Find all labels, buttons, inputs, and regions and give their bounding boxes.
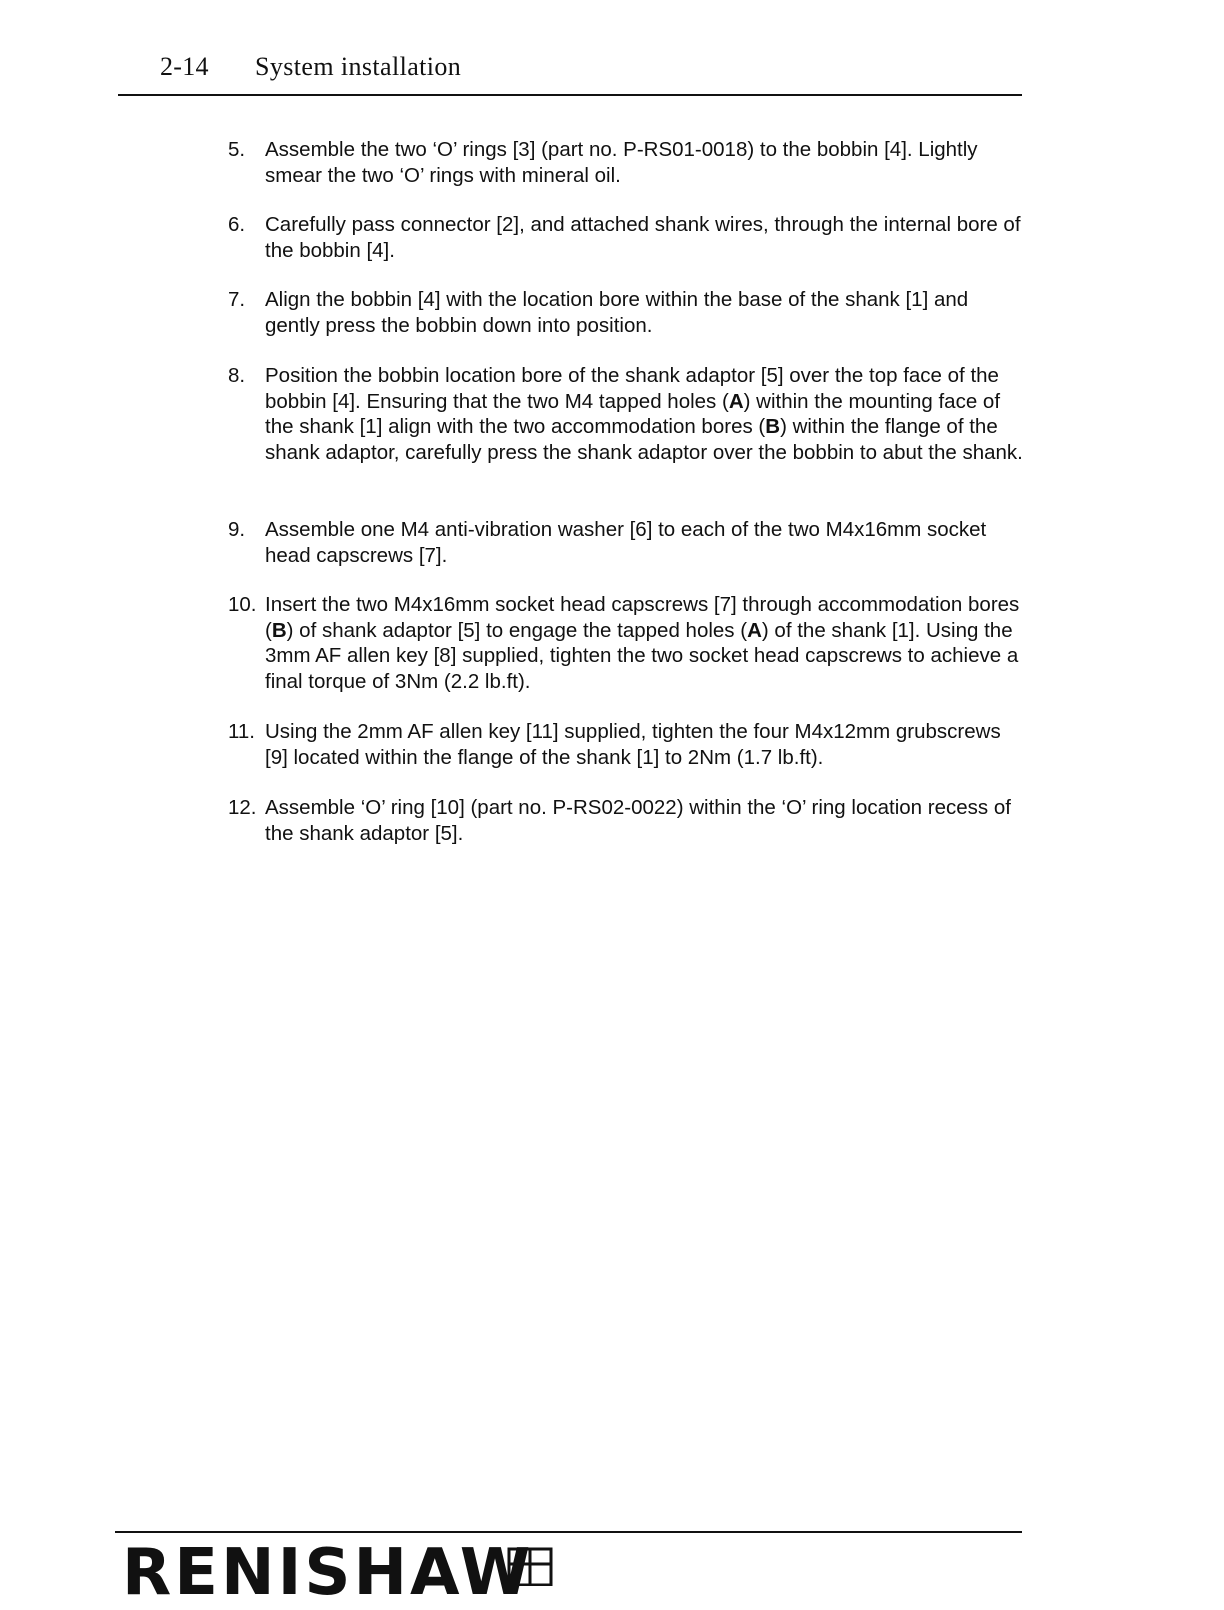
- step-number: 5.: [228, 138, 246, 161]
- step-text-segment: Assemble the two ‘O’ rings [3] (part no. P-RS01-0018) to the bobbin [4]. Lightly smear the two ‘O’ rings with mineral oil.: [265, 138, 978, 187]
- step-item: [228, 592, 1028, 694]
- step-text: [265, 592, 1028, 694]
- step-text-segment: Align the bobbin [4] with the location bore within the base of the shank [1] and gently press the bobbin down into position.: [265, 288, 969, 337]
- step-item: [228, 287, 1028, 338]
- footer-rule: [115, 1531, 1022, 1533]
- section-title: System installation: [255, 52, 462, 81]
- step-number: 9.: [228, 518, 246, 541]
- bold-reference-letter: A: [747, 618, 762, 642]
- step-text: [265, 719, 1028, 770]
- step-text-segment: ) of the shank [1]. Using the 3mm AF allen key [8] supplied, tighten the two socket head capscrews to achieve a final torque of 3Nm (2.2 lb.ft).: [265, 618, 1019, 693]
- step-text-segment: Insert the two M4x16mm socket head capscrews [7] through accommodation bores (: [265, 593, 1020, 642]
- step-item: [228, 795, 1028, 846]
- step-number: 6.: [228, 213, 246, 236]
- step-text-segment: Assemble one M4 anti-vibration washer [6] to each of the two M4x16mm socket head capscrews [7].: [265, 518, 987, 567]
- step-item: [228, 137, 1028, 188]
- step-number: 7.: [228, 288, 246, 311]
- step-text: [265, 212, 1028, 263]
- step-text-segment: Position the bobbin location bore of the shank adaptor [5] over the top face of the bobbin [4]. Ensuring that the two M4 tapped holes (: [265, 364, 999, 413]
- bold-reference-letter: B: [765, 415, 781, 439]
- renishaw-logo: RENISHAW: [122, 1536, 534, 1610]
- bold-reference-letter: B: [271, 618, 287, 642]
- step-text-segment: Carefully pass connector [2], and attached shank wires, through the internal bore of the bobbin [4].: [265, 213, 1021, 262]
- step-number: 8.: [228, 364, 246, 387]
- step-text-segment: ) of shank adaptor [5] to engage the tapped holes (: [286, 618, 748, 642]
- step-item: [228, 517, 1028, 568]
- step-item: [228, 212, 1028, 263]
- step-text-segment: ) within the flange of the shank adaptor, carefully press the shank adaptor over the bobbin to abut the shank.: [265, 415, 1023, 464]
- step-number: 10.: [228, 593, 257, 616]
- step-item: [228, 363, 1028, 465]
- page-number: 2-14: [160, 52, 209, 81]
- step-text: [265, 363, 1028, 465]
- step-text-segment: Using the 2mm AF allen key [11] supplied, tighten the four M4x12mm grubscrews [9] located within the flange of the shank [1] to 2Nm (1.7 lb.ft).: [265, 720, 1001, 769]
- step-number: 12.: [228, 796, 257, 819]
- page-header: [0, 0, 1224, 100]
- step-text: [265, 517, 1028, 568]
- step-text: [265, 137, 1028, 188]
- bold-reference-letter: A: [728, 389, 744, 413]
- step-text: [265, 795, 1028, 846]
- step-text-segment: Assemble ‘O’ ring [10] (part no. P-RS02-0022) within the ‘O’ ring location recess of the shank adaptor [5].: [265, 796, 1011, 845]
- step-number: 11.: [228, 720, 255, 743]
- step-item: [228, 719, 1028, 770]
- step-text: [265, 287, 1028, 338]
- step-text-segment: ) within the mounting face of the shank [1] align with the two accommodation bores (: [265, 389, 1001, 439]
- header-rule: [118, 94, 1022, 96]
- renishaw-logo-mark-icon: [506, 1546, 554, 1586]
